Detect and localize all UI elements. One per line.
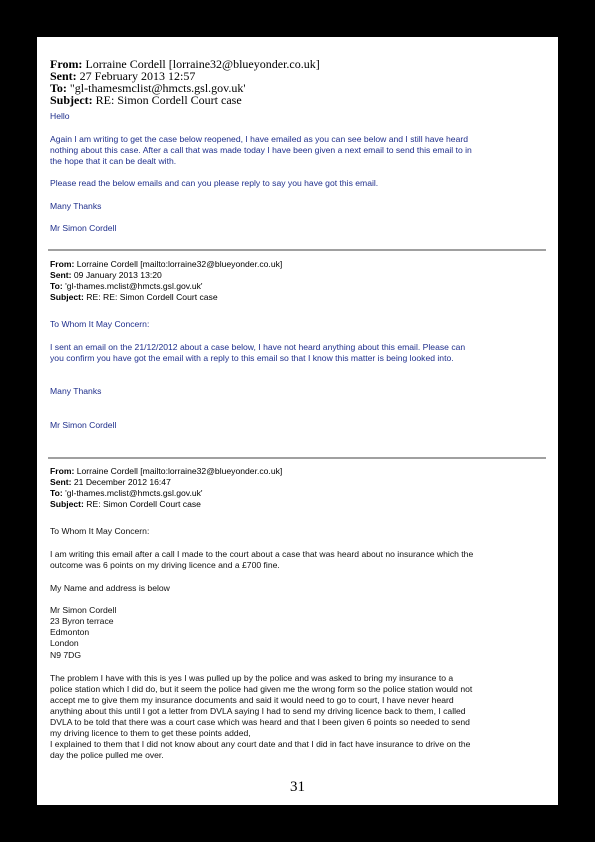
email1-greeting: Hello	[50, 111, 70, 121]
email2-subject: Subject: RE: RE: Simon Cordell Court case	[50, 292, 218, 302]
document-page	[37, 37, 558, 805]
email-separator	[48, 249, 546, 251]
email3-body-line: I explained to them that I did not know about any court date and that I did in fact have insurance to drive on the	[50, 739, 471, 749]
email2-sent: Sent: 09 January 2013 13:20	[50, 270, 162, 280]
email3-body-line: my driving licence to them to get these points added,	[50, 728, 251, 738]
email2-signature: Mr Simon Cordell	[50, 420, 117, 430]
email3-sent: Sent: 21 December 2012 16:47	[50, 477, 171, 487]
email1-subject: Subject: RE: Simon Cordell Court case	[50, 93, 242, 107]
email1-body-line: Please read the below emails and can you please reply to say you have got this email.	[50, 178, 379, 188]
address-line: London	[50, 638, 79, 648]
email1-thanks: Many Thanks	[50, 201, 102, 211]
email2-body-line: you confirm you have got the email with a reply to this email so that I know this matter is being looked into.	[50, 353, 454, 363]
email3-body-line: police station which I did do, but it seem the police had given me the wrong form so the police station would not	[50, 684, 473, 694]
email1-body-line: Again I am writing to get the case below reopened, I have emailed as you can see below and I still have heard	[50, 134, 469, 144]
email1-sent: Sent: 27 February 2013 12:57	[50, 69, 196, 83]
email2-from: From: Lorraine Cordell [mailto:lorraine32@blueyonder.co.uk]	[50, 259, 283, 269]
email3-body-line: day the police pulled me over.	[50, 750, 164, 760]
email2-greeting: To Whom It May Concern:	[50, 319, 150, 329]
email1-body-line: nothing about this case. After a call that was made today I have been given a next email to send this email to in	[50, 145, 472, 155]
email3-from: From: Lorraine Cordell [mailto:lorraine32@blueyonder.co.uk]	[50, 466, 283, 476]
email3-body-line: accept me to give them my insurance documents and said it would need to go to court, I have never heard	[50, 695, 454, 705]
email3-subject: Subject: RE: Simon Cordell Court case	[50, 499, 201, 509]
email3-body-line: DVLA to be told that there was a court case which was heard and that I been given 6 points so needed to send	[50, 717, 470, 727]
email1-to: To: "gl-thamesmclist@hmcts.gsl.gov.uk'	[50, 81, 246, 95]
email1-signature: Mr Simon Cordell	[50, 223, 117, 233]
email-separator	[48, 457, 546, 459]
address-line: N9 7DG	[50, 650, 82, 660]
email3-to: To: 'gl-thames.mclist@hmcts.gsl.gov.uk'	[50, 488, 203, 498]
email2-thanks: Many Thanks	[50, 386, 102, 396]
email3-body-line: My Name and address is below	[50, 583, 170, 593]
page-number: 31	[290, 779, 305, 795]
address-line: 23 Byron terrace	[50, 616, 114, 626]
address-line: Mr Simon Cordell	[50, 605, 117, 615]
email2-to: To: 'gl-thames.mclist@hmcts.gsl.gov.uk'	[50, 281, 203, 291]
email1-body-line: the hope that it can be dealt with.	[50, 156, 177, 166]
email3-body-line: The problem I have with this is yes I was pulled up by the police and was asked to bring my insurance to a	[50, 673, 454, 683]
email3-body-line: anything about this until I got a letter from DVLA saying I had to send my driving licence back to them, I called	[50, 706, 466, 716]
address-line: Edmonton	[50, 627, 90, 637]
email3-body-line: I am writing this email after a call I made to the court about a case that was heard about no insurance which the	[50, 549, 474, 559]
email3-greeting: To Whom It May Concern:	[50, 526, 150, 536]
email1-from: From: Lorraine Cordell [lorraine32@blueyonder.co.uk]	[50, 57, 320, 71]
email3-body-line: outcome was 6 points on my driving licence and a £700 fine.	[50, 560, 280, 570]
email2-body-line: I sent an email on the 21/12/2012 about a case below, I have not heard anything about this email. Please can	[50, 342, 466, 352]
